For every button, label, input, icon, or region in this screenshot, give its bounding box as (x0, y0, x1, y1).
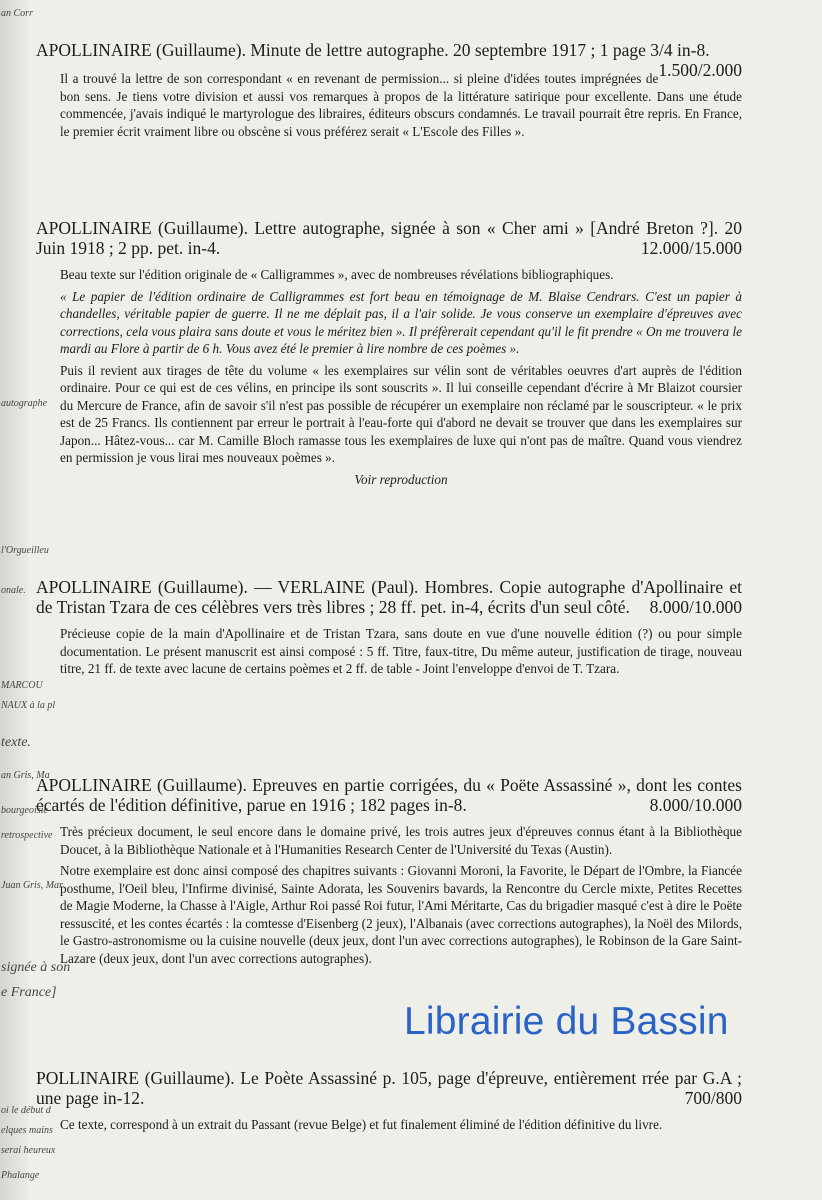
entry-heading (36, 1068, 742, 1108)
gutter-text: e France] (1, 985, 57, 1000)
description-paragraph: « Le papier de l'édition ordinaire de Calligrammes est fort beau en témoignage de M. Blaise Cendrars. C'est un papier à chandelles, véritable papier de guerre. Il ne me déplait pas, il a l'air solide. Je vous conserve un exemplaire d'épreuves avec corrections, cela vous plaira sans doute et vous le méritez bien ». Il préfèrerait cependant qu'il le fit prendre « On me trouvera le mardi au Flore à partir de 6 h. Vous avez été le premier à lire nombre de ces poèmes ». (60, 288, 742, 356)
gutter-text: serai heureux (1, 1145, 56, 1156)
entry-description (60, 70, 742, 140)
gutter-text: elques mains (1, 1125, 53, 1136)
entry-title: APOLLINAIRE (Guillaume). — VERLAINE (Paul). Hombres. Copie autographe d'Apollinaire et de Tristan Tzara de ces célèbres vers très libres ; 28 ff. pet. in-4, écrits d'un seul côté. (36, 577, 742, 617)
gutter-text: Juan Gris, Mar (1, 880, 63, 891)
entry-price: 8.000/10.000 (649, 597, 742, 617)
gutter-text: oi le début d (1, 1105, 51, 1116)
description-paragraph: Notre exemplaire est donc ainsi composé des chapitres suivants : Giovanni Moroni, la Favorite, le Départ de l'Ombre, la Fiancée posthume, l'Oeil bleu, l'Infirme divinisé, Sainte Adorata, les Souvenirs bavards, la Rencontre du Cercle mixte, Petites Recettes de Magie Moderne, la Chasse à l'Aigle, Arthur Roi passé Roi futur, l'Ami Méritarte, Cas du brigadier masqué c'est à dire le Poëte ressuscité, et les contes écartés : la comtesse d'Eisenberg (2 jeux), l'Albanais (avec corrections autographes), la Noël des Milords, le Gastro-astronomisme ou la cuisine nouvelle (deux jeux, dont l'un avec corrections autographes), le Robinson de la Gare Saint-Lazare (deux jeux, dont l'un avec corrections autographes). (60, 863, 742, 966)
entry-title: APOLLINAIRE (Guillaume). Lettre autographe, signée à son « Cher ami » [André Breton ?]. 20 Juin 1918 ; 2 pp. pet. in-4. (36, 218, 742, 258)
gutter-text: l'Orgueilleu (1, 545, 49, 556)
entry-title: APOLLINAIRE (Guillaume). Minute de lettre autographe. 20 septembre 1917 ; 1 page 3/4 in-8. (36, 40, 710, 60)
entry-heading (36, 218, 742, 258)
description-paragraph: Puis il revient aux tirages de tête du volume « les exemplaires sur vélin sont de véritables oeuvres d'art auprès de l'édition ordinaire. Pour ce qui est de ces vélins, en principe ils sont souscrits ». Il lui conseille cependant d'écrire à Mr Blaizot coursier du Mercure de France, afin de savoir s'il n'est pas possible de récupérer un exemplaire non réclamé par le souscripteur. « le prix est de 25 Francs. Ils contiennent par erreur le portrait à l'eau-forte qui d'abord ne devait se trouver que dans les exemplaires sur Japon... Hâtez-vous... car M. Camille Bloch ramasse tous les exemplaires de luxe qui n'ont pas de maître. Quand vous viendrez en permission je vous lirai mes nouveaux poèmes ». (60, 362, 742, 465)
entry-price: 12.000/15.000 (640, 238, 742, 258)
gutter-text: MARCOU (1, 680, 43, 691)
watermark-text: Librairie du Bassin (404, 1000, 729, 1043)
description-paragraph: Beau texte sur l'édition originale de « Calligrammes », avec de nombreuses révélations bibliographiques. (60, 267, 614, 282)
entry-heading (36, 775, 742, 815)
facing-page-edge (0, 0, 71, 1200)
catalogue-entry (36, 577, 742, 682)
gutter-text: an Corr (1, 8, 33, 19)
catalogue-entry (36, 218, 742, 492)
description-paragraph: Ce texte, correspond à un extrait du Passant (revue Belge) et fut finalement éliminé de l'édition définitive du livre. (60, 1117, 663, 1132)
entry-description (60, 1116, 742, 1134)
gutter-text: an Gris, Ma (1, 770, 50, 781)
entry-description (60, 625, 742, 678)
description-paragraph: Précieuse copie de la main d'Apollinaire et de Tristan Tzara, sans doute en vue d'une nouvelle édition (?) ou pour simple documentation. Le présent manuscrit est ainsi composé : 5 ff. Titre, faux-titre, Du même auteur, justification de tirage, nouveau titre, 21 ff. de texte avec lacune de certains poèmes et 2 ff. de table - Joint l'enveloppe d'envoi de T. Tzara. (60, 626, 742, 676)
catalogue-entry (36, 775, 742, 971)
catalogue-entry (36, 1068, 742, 1138)
description-paragraph: Très précieux document, le seul encore dans le domaine privé, les trois autres jeux d'épreuves connus étant à la Bibliothèque Doucet, à la Bibliothèque Nationale et à l'Humanities Research Center de l'Université du Texas (Austin). (60, 824, 742, 857)
reproduction-note: Voir reproduction (354, 471, 448, 487)
gutter-text: texte. (1, 735, 31, 750)
entry-heading (36, 577, 742, 617)
entry-price: 1.500/2.000 (658, 60, 742, 80)
entry-description (60, 823, 742, 967)
gutter-text: bourgeoisie (1, 805, 48, 816)
entry-description (60, 266, 742, 488)
gutter-text: signée à son (1, 960, 71, 975)
gutter-text: onale. (1, 585, 26, 596)
catalogue-entry (36, 40, 742, 144)
gutter-text: NAUX à la pl (1, 700, 56, 711)
entry-price: 700/800 (684, 1088, 742, 1108)
description-paragraph: Il a trouvé la lettre de son correspondant « en revenant de permission... si pleine d'idées toutes imprégnées de bon sens. Je tiens votre division et aussi vos remarques à propos de la littérature satirique pour excellente. Dans une étude commencée, j'avais indiqué le martyrologue des libraires, éditeurs obscurs condamnés. Le travail pourrait être repris. En France, le premier écrit vraiment libre ou obscène si vous préférez serait « L'Escole des Filles ». (60, 71, 742, 139)
entry-price: 8.000/10.000 (649, 795, 742, 815)
gutter-text: retrospective (1, 830, 53, 841)
entry-title: APOLLINAIRE (Guillaume). Epreuves en partie corrigées, du « Poëte Assassiné », dont les contes écartés de l'édition définitive, parue en 1916 ; 182 pages in-8. (36, 775, 742, 815)
gutter-text: autographe (1, 398, 48, 409)
gutter-text: Phalange (1, 1170, 40, 1181)
entry-heading (36, 40, 742, 80)
entry-title: POLLINAIRE (Guillaume). Le Poète Assassiné p. 105, page d'épreuve, entièrement rrée par G.A ; une page in-12. (36, 1068, 742, 1108)
